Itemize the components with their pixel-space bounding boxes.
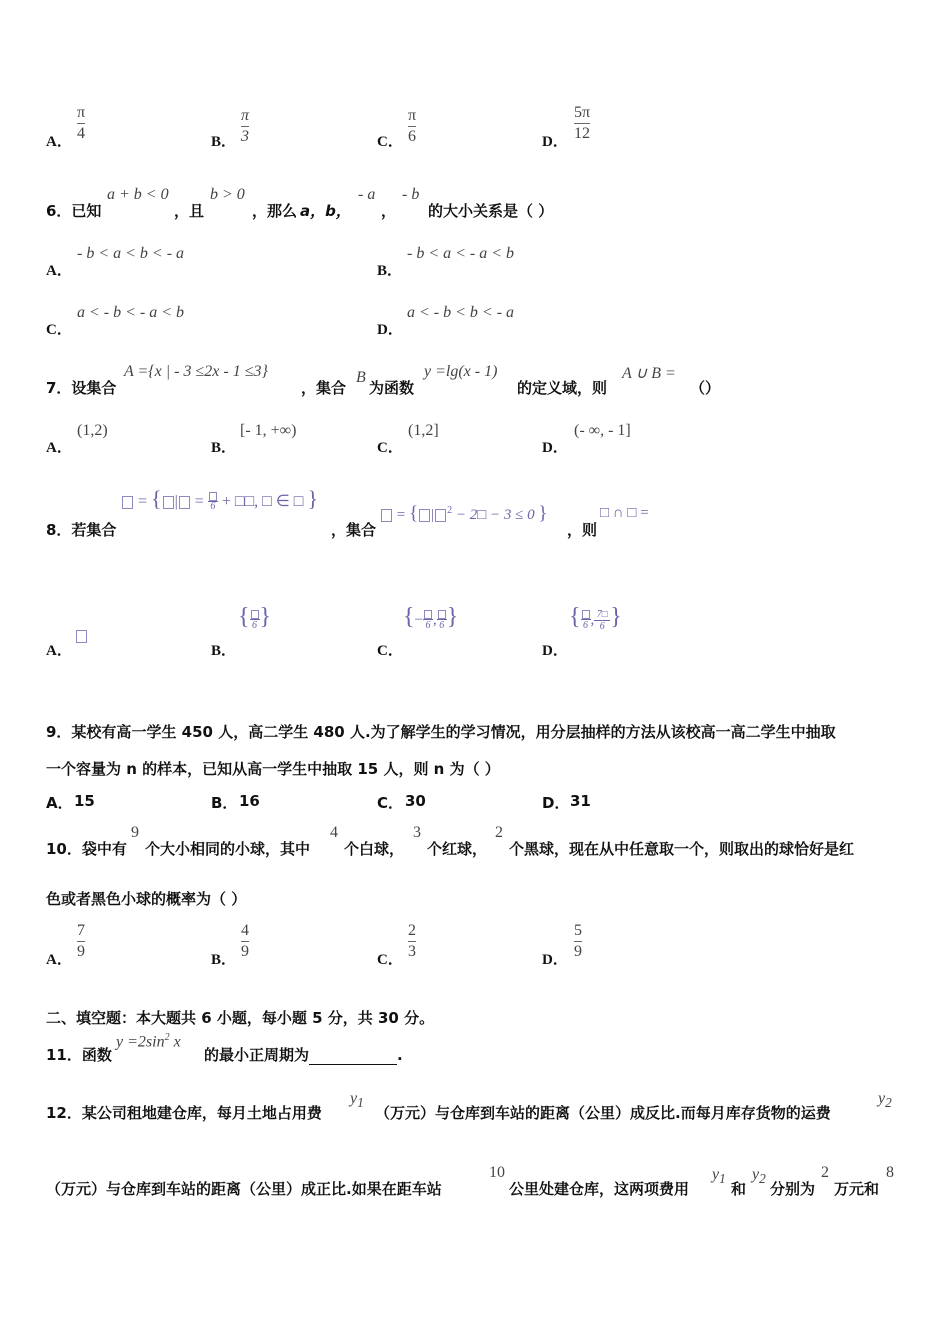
q10-line2: 色或者黑色小球的概率为（ ）: [46, 890, 247, 908]
q11-func-exp: 2: [164, 1032, 170, 1043]
q10-part2: 个大小相同的小球，其中: [145, 840, 311, 858]
q7-prefix: 7．设集合: [46, 379, 117, 397]
q9-option-a-label: A．: [46, 794, 73, 812]
q12-n2: 2: [821, 1164, 829, 1181]
q10-option-b-fraction: [241, 922, 249, 961]
q6-comma: ，: [381, 202, 397, 220]
q5-option-b-label: B．: [211, 134, 237, 150]
q12-y1: [350, 1090, 364, 1111]
q9-option-b-value: 16: [239, 792, 260, 810]
q8-set-a-image: = { | = 6 + □□, □ ∈ □ }: [121, 486, 318, 512]
q8-option-d-image: { 6 , $\frac{7□}{6}$ }: [569, 604, 622, 633]
q12-line2-y2-var: y: [752, 1166, 760, 1183]
q10-option-d-fraction: [574, 922, 582, 961]
q10-part4: 个红球，: [427, 840, 488, 858]
q9-option-b-label: B．: [211, 794, 238, 812]
q8-result: □ ∩ □ =: [600, 505, 649, 521]
q5-option-b-fraction: [241, 107, 249, 146]
q6-option-d-label: D．: [377, 322, 403, 338]
q9-option-c-label: C．: [377, 794, 404, 812]
q6-option-c-expr: a < - b < - a < b: [77, 304, 185, 321]
q5-option-b-den: 3: [241, 128, 249, 145]
q12-n8: 8: [886, 1164, 894, 1181]
q12-line2-part1: （万元）与仓库到车站的距离（公里）成正比.如果在距车站: [46, 1180, 442, 1198]
q6-option-c-label: C．: [46, 322, 72, 338]
q8-option-d-label: D．: [542, 643, 568, 659]
q6-prefix: 6．已知: [46, 202, 102, 220]
q7-option-a-label: A．: [46, 440, 72, 456]
q5-option-a-fraction: [77, 104, 85, 143]
q5-option-d-fraction: [574, 104, 590, 143]
q9-line1: 9．某校有高一学生 450 人，高二学生 480 人.为了解学生的学习情况，用分层抽样的方法从该校高一高二学生中抽取: [46, 723, 836, 741]
q8-prefix: 8．若集合: [46, 521, 117, 539]
q12-line2-y1-var: y: [712, 1166, 720, 1183]
q6-option-a-label: A．: [46, 263, 72, 279]
q10-n2: 2: [495, 824, 503, 841]
q12-line2-part3: 分别为: [770, 1180, 816, 1198]
q6-option-a-expr: - b < a < b < - a: [77, 245, 185, 262]
q11-prefix: 11．函数: [46, 1046, 112, 1064]
q7-set-b: B: [356, 369, 366, 386]
q7-option-d-expr: (- ∞, - 1]: [574, 422, 631, 439]
q12-and: 和: [731, 1180, 747, 1198]
q6-sep1: ，且: [174, 202, 205, 220]
q8-sep2: ，则: [567, 521, 598, 539]
q10-option-a-fraction: [77, 922, 85, 961]
q5-option-d-label: D．: [542, 134, 568, 150]
q12-y1-sub: 1: [357, 1095, 364, 1111]
q11-func: [116, 1032, 181, 1051]
q7-sep2: 为函数: [369, 379, 415, 397]
q5-option-c-fraction: [408, 107, 416, 146]
q10-option-c-label: C．: [377, 952, 403, 968]
q6-option-b-expr: - b < a < - a < b: [407, 245, 515, 262]
q10-option-c-den: 3: [408, 943, 416, 960]
q10-n9: 9: [131, 824, 139, 841]
q10-part1: 10．袋中有: [46, 840, 127, 858]
q6-sep2: ，那么: [252, 202, 298, 220]
q5-option-c-label: C．: [377, 134, 403, 150]
q12-n10: 10: [489, 1164, 505, 1181]
q12-line2-y2-sub: 2: [759, 1171, 766, 1187]
q10-option-b-den: 9: [241, 943, 249, 960]
q6-neg-b: - b: [402, 186, 420, 203]
q5-option-b-num: π: [241, 107, 250, 124]
q7-option-b-label: B．: [211, 440, 237, 456]
q10-option-a-den: 9: [77, 943, 85, 960]
q12-line2-y1-sub: 1: [719, 1171, 726, 1187]
q6-option-d-expr: a < - b < b < - a: [407, 304, 515, 321]
q6-suffix: 的大小关系是（ ）: [428, 202, 554, 220]
q12-part2: （万元）与仓库到车站的距离（公里）成反比.而每月库存货物的运费: [375, 1104, 831, 1122]
q12-y2-sub: 2: [885, 1095, 892, 1111]
q7-sep1: ，集合: [301, 379, 347, 397]
q8-option-a-label: A．: [46, 643, 72, 659]
q11-func-var: x: [169, 1033, 181, 1051]
q8-set-a-tail: + □□, □ ∈ □: [221, 493, 304, 510]
q11-suffix-text: 的最小正周期为: [204, 1046, 310, 1064]
q12-line2-part2: 公里处建仓库，这两项费用: [509, 1180, 690, 1198]
q5-option-d-den: 12: [574, 125, 591, 142]
q12-line2-y2: [752, 1166, 766, 1187]
q8-option-b-image: { 6 }: [238, 604, 272, 632]
q7-set-a: A ={x | - 3 ≤2x - 1 ≤3}: [124, 363, 268, 380]
q5-option-c-num: π: [408, 107, 417, 124]
q7-option-d-label: D．: [542, 440, 568, 456]
q7-option-c-expr: (1,2]: [408, 422, 439, 439]
q10-option-d-label: D．: [542, 952, 568, 968]
q9-option-a-value: 15: [74, 792, 95, 810]
q8-option-d-num2: 7□: [596, 609, 608, 621]
q10-option-c-fraction: [408, 922, 416, 961]
q11-suffix: [204, 1044, 403, 1065]
q9-line2: 一个容量为 n 的样本，已知从高一学生中抽取 15 人，则 n 为（ ）: [46, 760, 500, 778]
q11-func-base: y =2sin: [116, 1033, 165, 1051]
q7-suffix: （）: [690, 379, 721, 397]
q9-option-c-value: 30: [405, 792, 426, 810]
q6-vars: a，b，: [300, 202, 351, 220]
q12-y2: [878, 1090, 892, 1111]
q5-option-a-den: 4: [77, 125, 86, 142]
q12-line2-part4: 万元和: [834, 1180, 880, 1198]
q11-end: .: [397, 1046, 403, 1064]
q5-option-d-num: 5π: [574, 104, 591, 121]
q10-option-a-label: A．: [46, 952, 72, 968]
q8-set-b-tail: − 2□ − 3 ≤ 0: [455, 507, 535, 523]
q9-option-d-value: 31: [570, 792, 591, 810]
q6-cond1: a + b < 0: [107, 186, 169, 203]
q8-option-a-image: [75, 626, 88, 645]
q12-y2-var: y: [878, 1090, 886, 1107]
q8-sep1: ，集合: [331, 521, 377, 539]
q12-part1: 12．某公司租地建仓库，每月土地占用费: [46, 1104, 322, 1122]
q9-option-d-label: D．: [542, 794, 570, 812]
q10-option-c-num: 2: [408, 922, 416, 939]
q10-option-a-num: 7: [77, 922, 85, 939]
q7-option-c-label: C．: [377, 440, 403, 456]
q6-cond2: b > 0: [210, 186, 245, 203]
q7-option-a-expr: (1,2): [77, 422, 108, 439]
q7-func: y =lg(x - 1): [424, 363, 498, 380]
q6-option-b-label: B．: [377, 263, 403, 279]
q5-option-a-label: A．: [46, 134, 72, 150]
q10-option-b-num: 4: [241, 922, 249, 939]
q10-option-d-num: 5: [574, 922, 582, 939]
q8-option-c-label: C．: [377, 643, 403, 659]
q8-set-b-image: = { | $^2$ − 2□ − 3 ≤ 0 }: [380, 503, 548, 525]
section-2-heading: 二、填空题：本大题共 6 小题，每小题 5 分，共 30 分。: [46, 1009, 435, 1027]
q10-option-b-label: B．: [211, 952, 237, 968]
q7-option-b-expr: [- 1, +∞): [240, 422, 297, 439]
q10-n4: 4: [330, 824, 338, 841]
q12-line2-y1: [712, 1166, 726, 1187]
q10-part3: 个白球，: [344, 840, 405, 858]
q8-option-c-image: {− 6 , 6 }: [403, 604, 459, 632]
q5-option-a-num: π: [77, 104, 86, 121]
q10-n3: 3: [413, 824, 421, 841]
q11-answer-blank[interactable]: [309, 1050, 397, 1065]
q12-y1-var: y: [350, 1090, 358, 1107]
q5-option-c-den: 6: [408, 128, 417, 145]
q7-union: A ∪ B =: [622, 365, 676, 382]
q7-sep3: 的定义域，则: [517, 379, 608, 397]
q10-part5: 个黑球，现在从中任意取一个，则取出的球恰好是红: [509, 840, 855, 858]
q10-option-d-den: 9: [574, 943, 582, 960]
q8-option-b-label: B．: [211, 643, 237, 659]
q6-neg-a: - a: [358, 186, 376, 203]
